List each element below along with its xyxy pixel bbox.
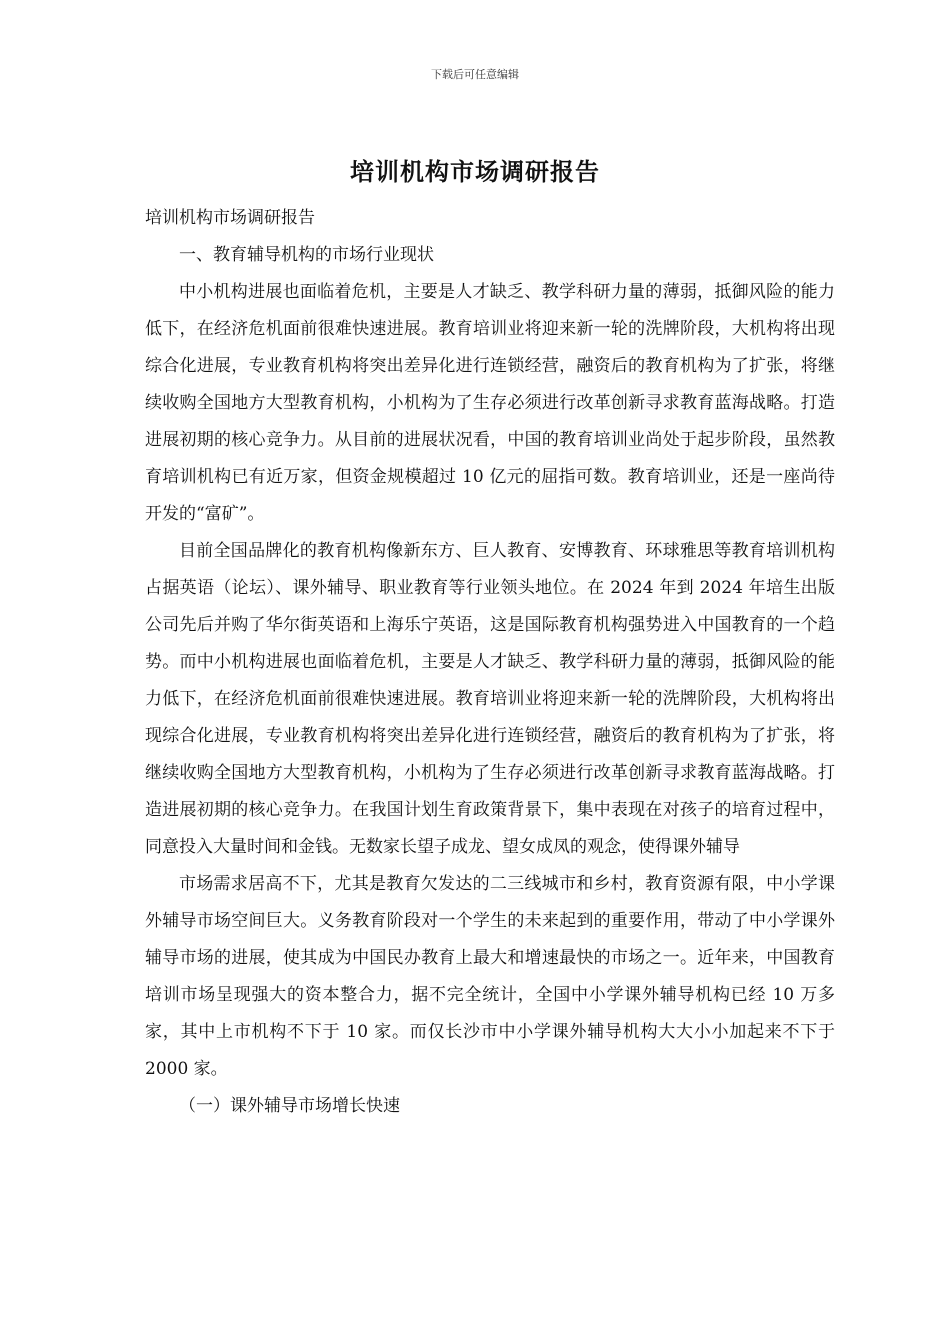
subsection-heading: （一）课外辅导市场增长快速: [179, 1096, 400, 1116]
body-paragraph: 市场需求居高不下，尤其是教育欠发达的二三线城市和乡村，教育资源有限，中小学课外辅导市场空间巨大。义务教育阶段对一个学生的未来起到的重要作用，带动了中小学课外辅导市场的进展，使其成为中国民办教育上最大和增速最快的市场之一。近年来，中国教育培训市场呈现强大的资本整合力，据不完全统计，全国中小学课外辅导机构已经 10 万多家，其中上市机构不下于 10 家。而仅长沙市中小学课外辅导机构大大小小加起来不下于 2000 家。: [145, 874, 835, 1079]
body-paragraph: 中小机构进展也面临着危机，主要是人才缺乏、教学科研力量的薄弱，抵御风险的能力低下，在经济危机面前很难快速进展。教育培训业将迎来新一轮的洗牌阶段，大机构将出现综合化进展，专业教育机构将突出差异化进行连锁经营，融资后的教育机构为了扩张，将继续收购全国地方大型教育机构，小机构为了生存必须进行改革创新寻求教育蓝海战略。打造进展初期的核心竞争力。从目前的进展状况看，中国的教育培训业尚处于起步阶段，虽然教育培训机构已有近万家，但资金规模超过 10 亿元的屈指可数。教育培训业，还是一座尚待开发的“富矿”。: [145, 282, 835, 524]
subtitle-paragraph: 培训机构市场调研报告: [145, 208, 315, 228]
document-body: [145, 200, 835, 1125]
body-paragraph: 目前全国品牌化的教育机构像新东方、巨人教育、安博教育、环球雅思等教育培训机构占据英语（论坛）、课外辅导、职业教育等行业领头地位。在 2024 年到 2024 年培生出版公司先后并购了华尔街英语和上海乐宁英语，这是国际教育机构强势进入中国教育的一个趋势。而中小机构进展也面临着危机，主要是人才缺乏、教学科研力量的薄弱，抵御风险的能力低下，在经济危机面前很难快速进展。教育培训业将迎来新一轮的洗牌阶段，大机构将出现综合化进展，专业教育机构将突出差异化进行连锁经营，融资后的教育机构为了扩张，将继续收购全国地方大型教育机构，小机构为了生存必须进行改革创新寻求教育蓝海战略。打造进展初期的核心竞争力。在我国计划生育政策背景下，集中表现在对孩子的培育过程中，同意投入大量时间和金钱。无数家长望子成龙、望女成凤的观念，使得课外辅导: [145, 541, 835, 857]
section-heading: 一、教育辅导机构的市场行业现状: [179, 245, 434, 265]
header-note: 下载后可任意编辑: [431, 68, 519, 81]
document-title: 培训机构市场调研报告: [350, 157, 600, 186]
